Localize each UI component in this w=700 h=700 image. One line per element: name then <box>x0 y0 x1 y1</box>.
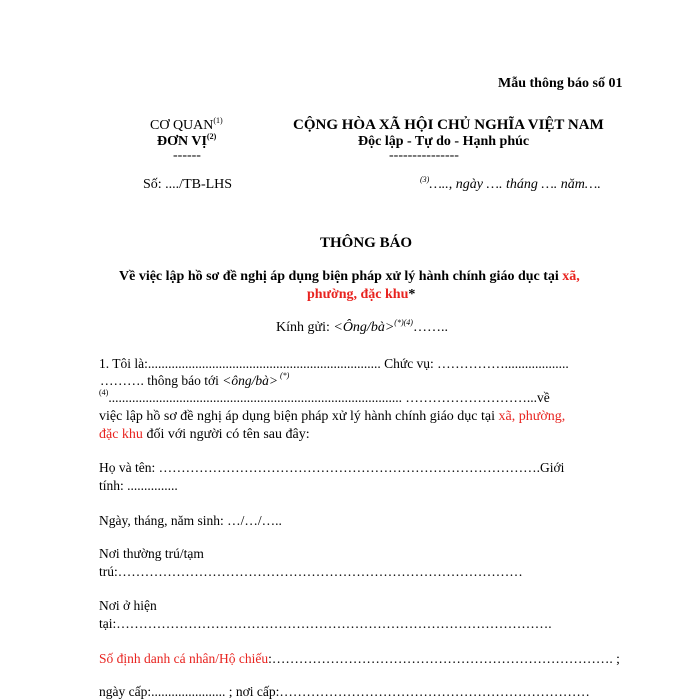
country-name: CỘNG HÒA XÃ HỘI CHỦ NGHĨA VIỆT NAM <box>293 117 604 133</box>
date-of-birth-field: Ngày, tháng, năm sinh: …/…/….. <box>99 513 282 528</box>
agency-name-line1: CƠ QUAN$^{(1)}$ <box>150 116 223 133</box>
subtitle-line1: Về việc lập hồ sơ đề nghị áp dụng biện pháp xử lý hành chính giáo dục tại xã, <box>119 269 580 284</box>
agency-rule: ------ <box>173 148 201 163</box>
body-line-3: $^{(4)}$....................................................................................... ………………………...về <box>99 388 550 405</box>
body-line-5: đặc khu đối với người có tên sau đây: <box>99 427 310 442</box>
body-line-2: ………. thông báo tới <ông/bà> (*) <box>100 371 290 388</box>
gender-field: tính: ............... <box>99 478 178 493</box>
motto-rule: --------------- <box>389 148 459 163</box>
date-line: $^{(3)}$….., ngày …. tháng …. năm…. <box>420 175 601 192</box>
document-title: THÔNG BÁO <box>320 235 413 251</box>
residence-field: trú:……………………………………………………………………………… <box>99 564 523 579</box>
form-label: Mẫu thông báo số 01 <box>498 76 623 91</box>
issue-date-place-field: ngày cấp:...................... ; nơi cấp:…………………………………………………………… <box>99 684 590 699</box>
greeting: Kính gửi: <Ông/bà>$^{(*)(4)}$…….. <box>276 318 448 335</box>
agency-name-line2: ĐƠN VỊ$^{(2)}$ <box>157 132 217 149</box>
current-address-label: Nơi ở hiện <box>99 598 157 613</box>
body-line-4: việc lập hồ sơ đề nghị áp dụng biện pháp xử lý hành chính giáo dục tại xã, phường, <box>99 409 566 424</box>
body-line-1: 1. Tôi là:..................................................................... Chức vụ: ……………................... <box>99 356 569 371</box>
personal-id-field: Số định danh cá nhân/Hộ chiếu:…………………………………………………………………. ; <box>99 651 620 666</box>
full-name-field: Họ và tên: ………………………………………………………………………….Giới <box>99 460 565 475</box>
document-number: Số: ..../TB-LHS <box>143 177 233 192</box>
current-address-field: tại:……………………………………………………………………………………. <box>99 616 552 631</box>
subtitle-line2: phường, đặc khu* <box>307 287 416 302</box>
national-motto: Độc lập - Tự do - Hạnh phúc <box>358 134 530 149</box>
residence-label: Nơi thường trú/tạm <box>99 546 204 561</box>
